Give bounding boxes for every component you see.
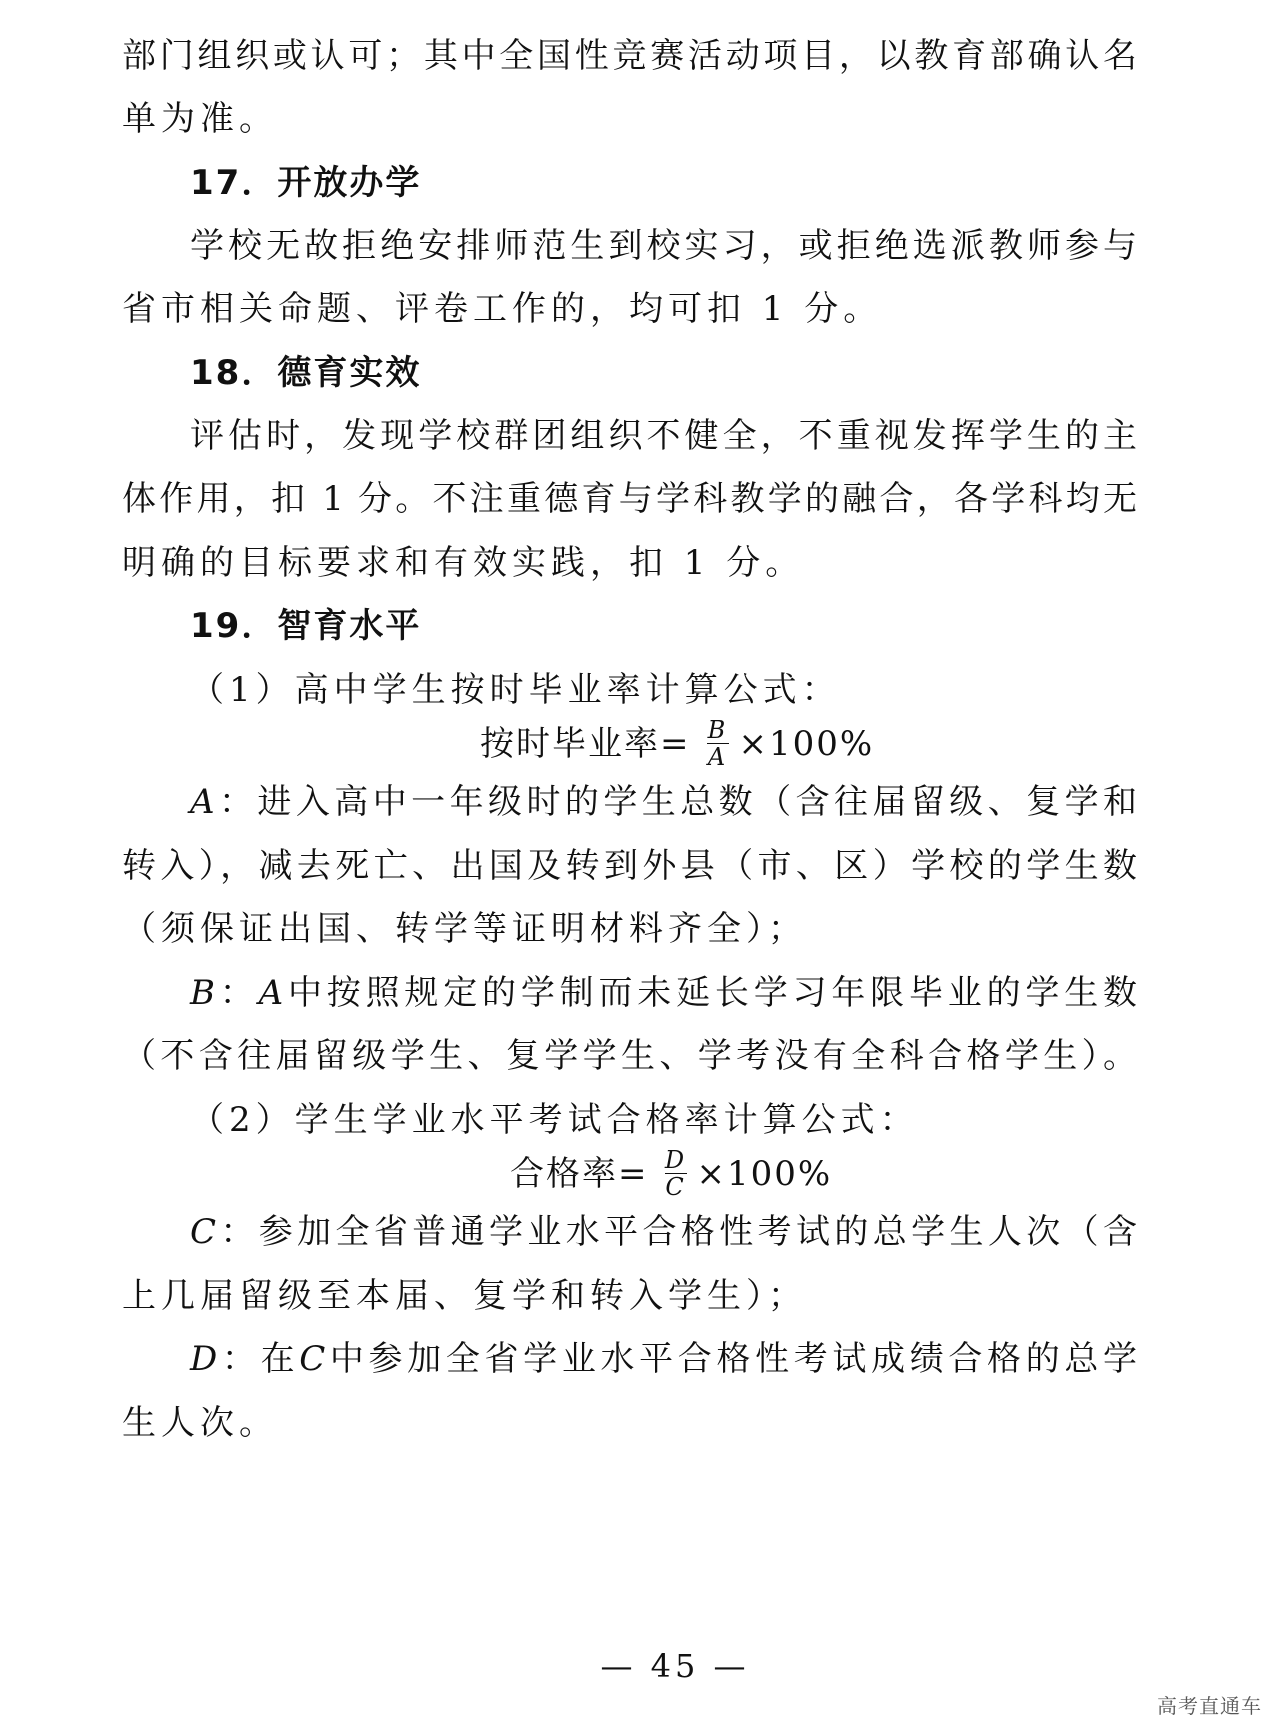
definition-line bbox=[190, 782, 1137, 822]
definition-line bbox=[190, 1339, 1137, 1379]
pass-rate-formula bbox=[510, 1148, 832, 1199]
definition-separator: ：在 bbox=[217, 1339, 300, 1379]
paragraph-line: 生人次。 bbox=[122, 1403, 278, 1443]
formula-label: 按时毕业率= bbox=[480, 723, 691, 764]
formula-label: 合格率= bbox=[510, 1153, 649, 1194]
watermark: 高考直通车 bbox=[1157, 1694, 1262, 1718]
paragraph-line: （须保证出国、转学等证明材料齐全）； bbox=[122, 909, 807, 949]
graduation-rate-formula bbox=[480, 718, 874, 769]
paragraph-line: 单为准。 bbox=[122, 99, 278, 139]
formula-intro: （2）学生学业水平考试合格率计算公式： bbox=[190, 1100, 919, 1140]
variable-symbol: C bbox=[190, 1212, 217, 1252]
paragraph-line: 学校无故拒绝安排师范生到校实习，或拒绝选派教师参与 bbox=[190, 226, 1137, 266]
page-number: — 45 — bbox=[600, 1647, 750, 1685]
paragraph-line: 转入），减去死亡、出国及转到外县（市、区）学校的学生数 bbox=[122, 846, 1137, 886]
fraction-denominator: C bbox=[665, 1173, 686, 1201]
variable-symbol: C bbox=[299, 1339, 326, 1379]
variable-symbol: B bbox=[190, 973, 215, 1013]
section-heading-17: 17．开放办学 bbox=[190, 163, 422, 203]
section-heading-18: 18．德育实效 bbox=[190, 353, 422, 393]
definition-text: 中参加全省学业水平合格性考试成绩合格的总学 bbox=[325, 1339, 1138, 1379]
fraction-numerator: D bbox=[664, 1146, 687, 1174]
definition-text: ：进入高中一年级时的学生总数（含往届留级、复学和 bbox=[214, 782, 1137, 822]
variable-symbol: D bbox=[190, 1339, 218, 1379]
fraction-numerator: B bbox=[707, 716, 728, 744]
formula-fraction bbox=[665, 1148, 687, 1199]
variable-symbol: A bbox=[190, 782, 215, 822]
paragraph-line: 上几届留级至本届、复学和转入学生）； bbox=[122, 1276, 807, 1316]
paragraph-line: 明确的目标要求和有效实践，扣 1 分。 bbox=[122, 543, 805, 583]
variable-symbol: A bbox=[258, 973, 284, 1013]
definition-text: 中按照规定的学制而未延长学习年限毕业的学生数 bbox=[283, 973, 1138, 1013]
paragraph-line: 省市相关命题、评卷工作的，均可扣 1 分。 bbox=[122, 289, 883, 329]
paragraph-line: 体作用，扣 1 分。不注重德育与学科教学的融合，各学科均无 bbox=[122, 479, 1137, 519]
formula-fraction bbox=[707, 718, 729, 769]
formula-multiplier: ×100% bbox=[696, 1153, 833, 1194]
formula-multiplier: ×100% bbox=[738, 723, 875, 764]
section-heading-19: 19．智育水平 bbox=[190, 606, 422, 646]
definition-text: ：参加全省普通学业水平合格性考试的总学生人次（含 bbox=[216, 1212, 1137, 1252]
definition-line bbox=[190, 1212, 1137, 1252]
paragraph-line: 评估时，发现学校群团组织不健全，不重视发挥学生的主 bbox=[190, 416, 1137, 456]
paragraph-line: （不含往届留级学生、复学学生、学考没有全科合格学生）。 bbox=[122, 1036, 1137, 1076]
fraction-denominator: A bbox=[707, 743, 728, 771]
definition-line bbox=[190, 973, 1137, 1013]
formula-intro: （1）高中学生按时毕业率计算公式： bbox=[190, 670, 841, 710]
definition-separator: ： bbox=[215, 973, 259, 1013]
paragraph-line: 部门组织或认可；其中全国性竞赛活动项目，以教育部确认名 bbox=[122, 36, 1137, 76]
